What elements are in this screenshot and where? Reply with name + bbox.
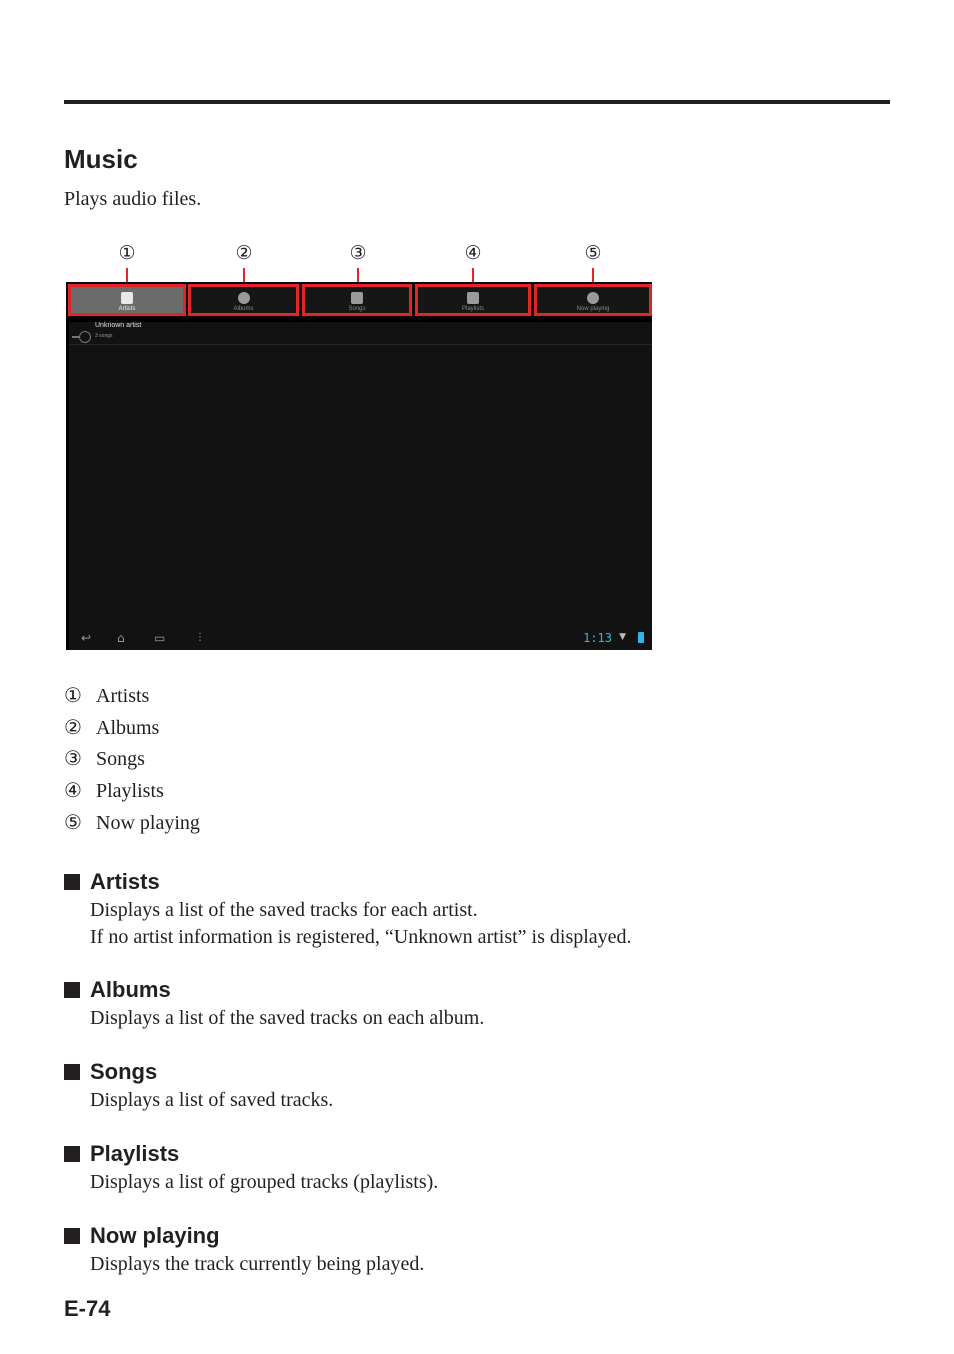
section-heading-text: Albums [90,977,171,1002]
section-line: Displays a list of the saved tracks on each album. [90,1007,485,1029]
tab-label: Songs [348,306,366,312]
artist-list-screen [69,322,652,650]
section-heading-playlists [64,1141,179,1167]
section-heading-artists [64,869,160,895]
section-line: Displays a list of grouped tracks (playlists). [90,1171,439,1193]
section-body-artists [90,897,632,951]
battery-icon [638,632,644,643]
tab-playlists[interactable] [415,284,531,316]
square-bullet-icon [64,874,80,890]
tab-bar [66,282,652,318]
callout-number: ④ [464,243,482,264]
header-rule [64,100,890,104]
callout-number: ⑤ [584,243,602,264]
home-icon[interactable]: ⌂ [117,631,125,645]
callout-number: ① [118,243,136,264]
section-line: Displays the track currently being played. [90,1253,425,1275]
callout-number: ② [235,243,253,264]
legend-number: ② [64,716,82,739]
legend-number: ⑤ [64,811,82,834]
page-number: E-74 [64,1296,111,1321]
callout-leader [472,268,474,282]
list-item[interactable] [69,322,652,345]
microphone-icon [121,292,133,304]
wifi-icon: ▼ [619,632,626,642]
legend-item [64,682,200,714]
intro-text: Plays audio files. [64,188,202,210]
section-body-playlists [90,1169,438,1196]
legend-label: Playlists [96,780,164,803]
section-body-now-playing [90,1251,424,1278]
page-title: Music [64,144,138,174]
callout-leader [243,268,245,282]
music-note-icon [351,292,363,304]
chevron-down-icon[interactable] [79,331,91,343]
section-heading-text: Songs [90,1059,158,1084]
callout-3 [343,242,373,266]
square-bullet-icon [64,982,80,998]
callout-5 [578,242,608,266]
album-icon [238,292,250,304]
callout-leader [126,268,128,282]
legend-item [64,777,200,809]
legend-number: ④ [64,780,82,803]
legend-item [64,714,200,746]
tab-artists[interactable] [68,284,186,316]
legend-item [64,745,200,777]
system-nav-bar [69,626,652,650]
section-line: If no artist information is registered, “Unknown artist” is displayed. [90,926,632,948]
list-item-subtitle: 3 songs [95,333,113,339]
section-heading-text: Artists [90,869,160,894]
section-body-songs [90,1087,333,1114]
callout-leader [357,268,359,282]
section-heading-albums [64,977,171,1003]
section-heading-text: Playlists [90,1141,180,1166]
tab-label: Artists [118,306,136,312]
legend-label: Now playing [96,811,200,834]
square-bullet-icon [64,1064,80,1080]
section-heading-songs [64,1059,157,1085]
status-clock: 1:13 [583,631,612,645]
legend-number: ③ [64,748,82,771]
legend-item [64,809,200,841]
music-app-screenshot [66,282,652,650]
menu-icon[interactable]: ⋮ [195,632,205,643]
legend-label: Albums [96,716,160,739]
section-heading-now-playing [64,1223,220,1249]
callout-4 [458,242,488,266]
section-body-albums [90,1005,484,1032]
square-bullet-icon [64,1146,80,1162]
callout-1 [112,242,142,266]
list-icon [467,292,479,304]
back-icon[interactable]: ↩ [81,631,92,645]
section-line: Displays a list of the saved tracks for each artist. [90,899,478,921]
now-playing-icon [587,292,599,304]
tab-now-playing[interactable] [534,284,652,316]
tab-songs[interactable] [302,284,412,316]
legend-label: Songs [96,748,145,771]
legend-list [64,682,200,840]
tab-label: Albums [233,306,254,312]
callout-number: ③ [349,243,367,264]
square-bullet-icon [64,1228,80,1244]
tab-label: Playlists [461,306,484,312]
section-line: Displays a list of saved tracks. [90,1089,334,1111]
section-heading-text: Now playing [90,1223,220,1248]
tab-albums[interactable] [188,284,299,316]
callout-2 [229,242,259,266]
recent-apps-icon[interactable]: ▭ [154,631,166,645]
list-item-title: Unknown artist [95,322,142,329]
legend-label: Artists [96,685,150,707]
tab-label: Now playing [576,306,610,312]
legend-number: ① [64,685,82,707]
callout-leader [592,268,594,282]
